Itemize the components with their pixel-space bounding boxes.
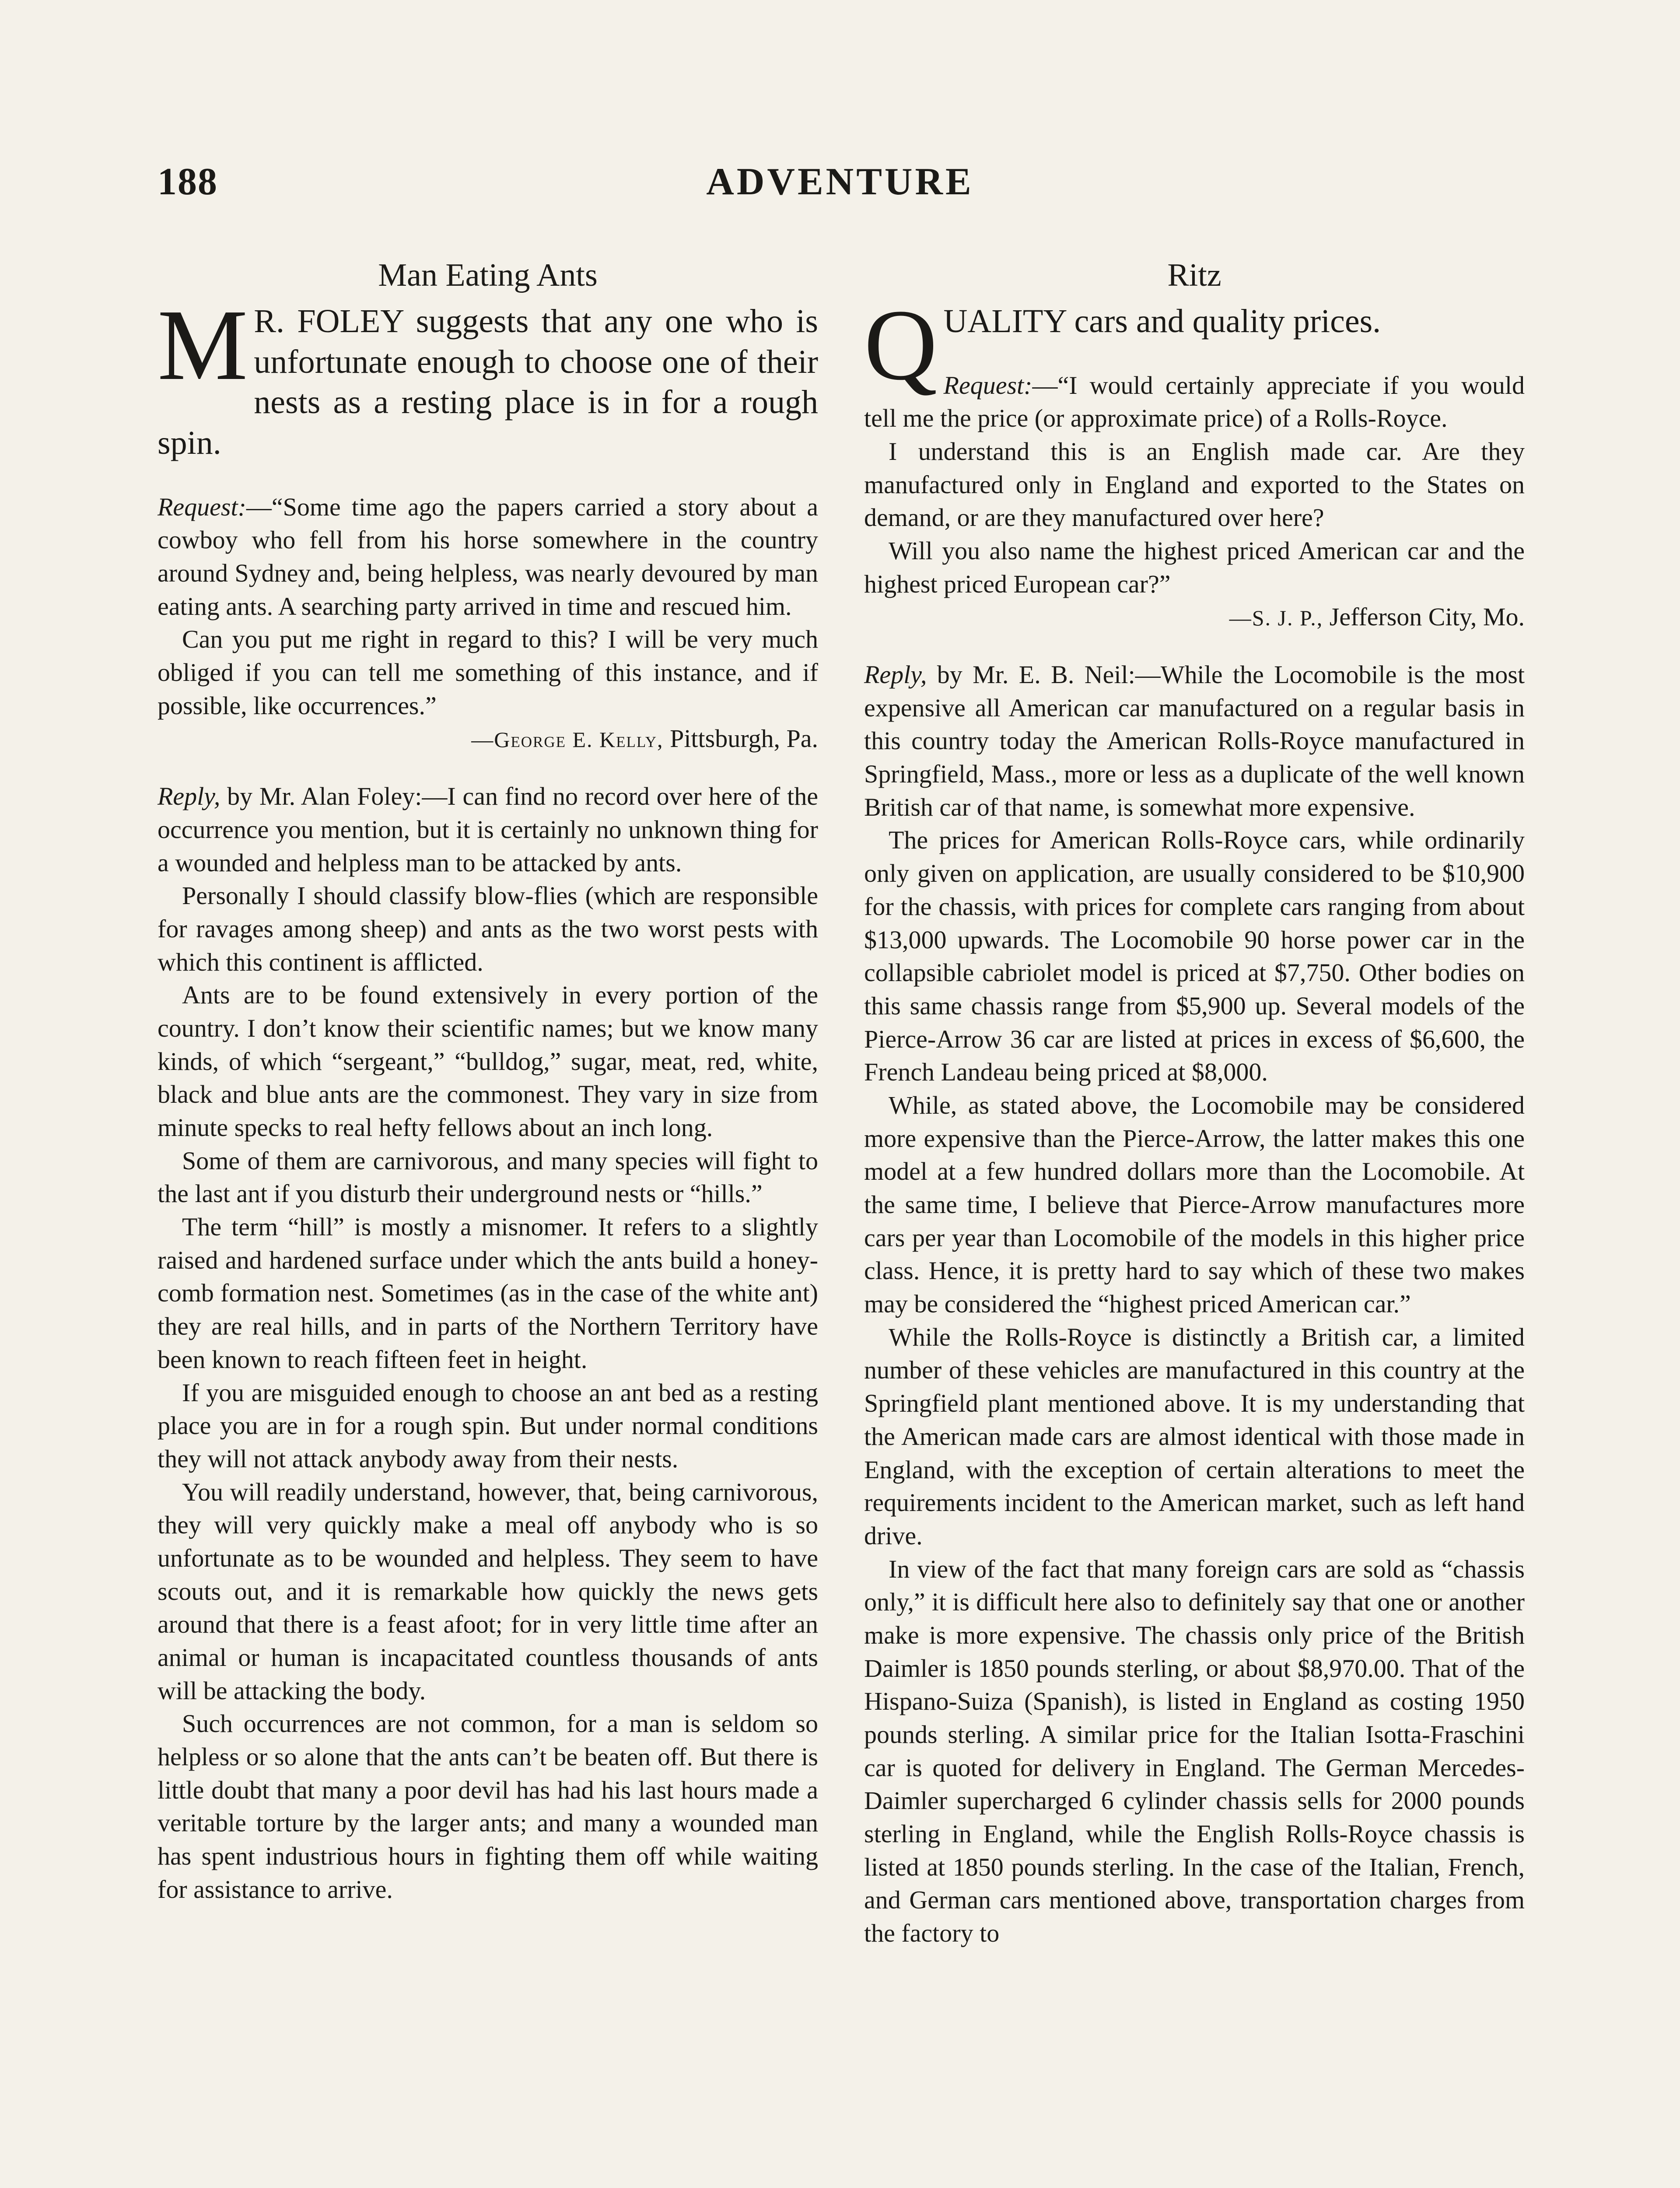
- request-paragraph-2: Can you put me right in regard to this? I will be very much obliged if you can tell me something of this instance, and if possible, like occurrences.”: [158, 625, 818, 720]
- lead-text: suggests that any one who is unfortunate enough to choose one of their nests as a resting place is in for a rough spin.: [158, 302, 818, 461]
- reply-text: by Mr. E. B. Neil:—While the Locomobile is the most expensive all American car manufactured on a regular basis in this country today the American Rolls-Royce manufactured in Springfield, Mass., more or less as a duplicate of the well known British car of that name, is somewhat more expensive.: [864, 660, 1525, 821]
- request-paragraph-3: Will you also name the highest priced American car and the highest priced European car?”: [864, 536, 1525, 598]
- reply-paragraph: [158, 780, 818, 879]
- reply-label: Reply,: [158, 782, 220, 811]
- reply-paragraph: [864, 658, 1525, 824]
- article-lead: [158, 288, 818, 463]
- reply-text: by Mr. Alan Foley:—I can find no record over here of the occurrence you mention, but it is certainly no unknown thing for a wounded and helpless man to be attacked by ants.: [158, 782, 818, 877]
- body-paragraph: While the Rolls-Royce is distinctly a British car, a limited number of these vehicles are manufactured in this country at the Springfield plant mentioned above. It is my understanding that the American made cars are almost identical with those made in England, with the exception of certain alterations to meet the requirements incident to the American market, such as left hand drive.: [864, 1322, 1525, 1550]
- body-paragraph: If you are misguided enough to choose an ant bed as a resting place you are in for a rough spin. But under normal conditions they will not attack anybody away from their nests.: [158, 1378, 818, 1473]
- running-head: ADVENTURE: [706, 161, 974, 203]
- body-paragraph: Ants are to be found extensively in every portion of the country. I don’t know their scientific names; but we know many kinds, of which “sergeant,” “bulldog,” sugar, meat, red, white, black and blue ants are the commonest. They vary in size from minute specks to real hefty fellows about an inch long.: [158, 981, 818, 1142]
- request-label: Request:: [158, 492, 246, 521]
- body-paragraph: In view of the fact that many foreign cars are sold as “chassis only,” it is difficult here also to definitely say that one or another make is more expensive. The chassis only price of the British Daimler is 1850 pounds sterling, or about $8,970.00. That of the Hispano-Suiza (Spanish), is listed in England as costing 1950 pounds sterling. A similar price for the Italian Isotta-Fraschini car is quoted for delivery in England. The German Mercedes-Daimler supercharged 6 cylinder chassis sells for 2000 pounds sterling in England, while the English Rolls-Royce chassis is listed at 1850 pounds sterling. In the case of the Italian, French, and German cars mentioned above, transportation charges from the factory to: [864, 1554, 1525, 1948]
- reply-label: Reply,: [864, 660, 927, 689]
- request-paragraph-2: I understand this is an English made car. Are they manufactured only in England and exported to the States on demand, or are they manufactured over here?: [864, 437, 1525, 532]
- request-label: Request:: [943, 371, 1032, 400]
- article-title-man-eating-ants: Man Eating Ants: [378, 257, 598, 293]
- right-column: [864, 256, 1525, 1950]
- lead-text: cars and quality prices.: [1066, 302, 1381, 340]
- article-title-ritz: Ritz: [1167, 257, 1222, 293]
- drop-cap: Q: [864, 288, 938, 401]
- body-paragraph: The prices for American Rolls-Royce cars, while ordinarily only given on application, are usually considered to be $10,900 for the chassis, with prices for complete cars ranging from about $13,000 upwards. The Locomobile 90 horse power car in the collapsible cabriolet model is priced at $7,750. Other bodies on this same chassis range from $5,900 up. Several models of the Pierce-Arrow 36 car are listed at prices in excess of $6,600, the French Landeau being priced at $8,000.: [864, 826, 1525, 1087]
- lead-caps: UALITY: [943, 302, 1066, 340]
- body-paragraph: While, as stated above, the Locomobile may be considered more expensive than the Pierce-Arrow, the latter makes this one model at a few hundred dollars more than the Locomobile. At the same time, I believe that Pierce-Arrow manufactures more cars per year than Locomobile of the models in this higher price class. Hence, it is pretty hard to say which of these two makes may be considered the “highest priced American car.”: [864, 1090, 1525, 1318]
- body-paragraph: The term “hill” is mostly a misnomer. It refers to a slightly raised and hardened surface under which the ants build a honey-comb formation nest. Sometimes (as in the case of the white ant) they are real hills, and in parts of the Northern Territory have been known to reach fifteen feet in height.: [158, 1213, 818, 1374]
- request-text: —“Some time ago the papers carried a story about a cowboy who fell from his horse somewhere in the country around Sydney and, being helpless, was nearly devoured by man eating ants. A searching party arrived in time and rescued him.: [158, 492, 818, 621]
- request-paragraph: [158, 491, 818, 623]
- page-number: 188: [158, 161, 218, 203]
- body-paragraph: Such occurrences are not common, for a man is seldom so helpless or so alone that the ants can’t be beaten off. But there is little doubt that many a poor devil has had his last hours made a veritable torture by the larger ants; and many a wounded man has spent industrious hours in fighting them off while waiting for assistance to arrive.: [158, 1709, 818, 1904]
- request-paragraph: [864, 369, 1525, 435]
- request-text: —“I would certainly appreciate if you would tell me the price (or approximate price) of a Rolls-Royce.: [864, 371, 1525, 433]
- drop-cap: M: [158, 288, 248, 401]
- signature-name: —S. J. P.,: [1229, 606, 1323, 631]
- left-column: [158, 256, 818, 1906]
- signature: [864, 600, 1525, 634]
- body-paragraph: Some of them are carnivorous, and many species will fight to the last ant if you disturb their underground nests or “hills.”: [158, 1146, 818, 1208]
- signature-place: Pittsburgh, Pa.: [663, 724, 818, 753]
- signature: [158, 722, 818, 755]
- lead-caps: R. FOLEY: [254, 302, 403, 340]
- body-paragraph: Personally I should classify blow-flies (which are responsible for ravages among sheep) and ants as the two worst pests with which this continent is afflicted.: [158, 881, 818, 976]
- body-paragraph: You will readily understand, however, that, being carnivorous, they will very quickly make a meal off anybody who is so unfortunate as to be wounded and helpless. They seem to have scouts out, and it is remarkable how quickly the news gets around that there is a feast afoot; for in very little time after an animal or human is incapacitated countless thousands of ants will be attacking the body.: [158, 1477, 818, 1705]
- signature-name: —George E. Kelly,: [471, 727, 664, 752]
- signature-place: Jefferson City, Mo.: [1323, 603, 1525, 631]
